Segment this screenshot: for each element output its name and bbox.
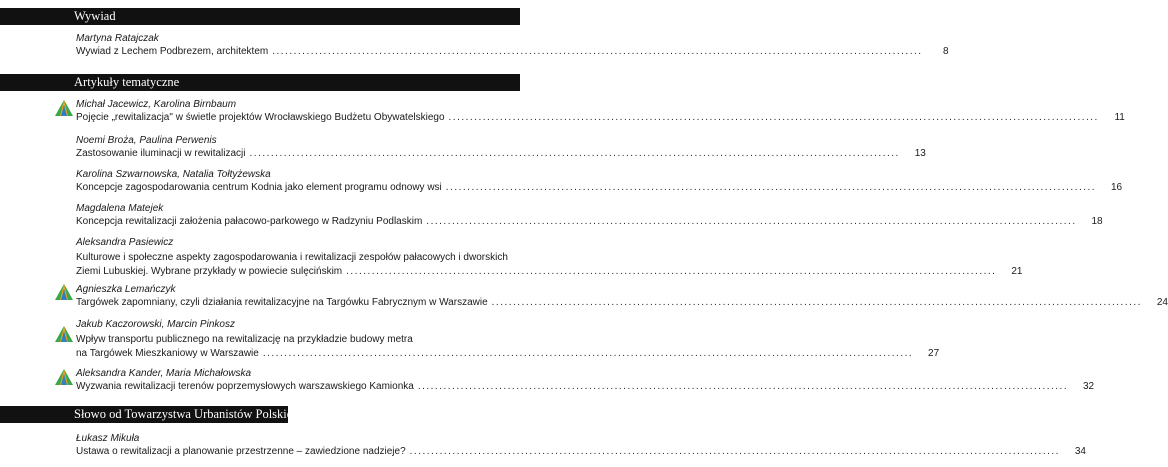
toc-entry[interactable] — [76, 98, 1125, 124]
entry-author: Aleksandra Kander, Maria Michałowska — [76, 368, 252, 379]
section-header-slowo — [0, 406, 299, 423]
entry-title: Ziemi Lubuskiej. Wybrane przykłady w powiecie sulęcińskim — [76, 266, 343, 277]
toc-entry[interactable] — [76, 202, 1103, 228]
entry-page: 13 — [914, 148, 926, 159]
dot-leader: ........................................................................................................................................................ — [272, 46, 923, 57]
entry-page: 27 — [928, 348, 940, 359]
entry-page: 16 — [1110, 182, 1123, 193]
entry-author: Karolina Szwarnowska, Natalia Tołtyżewska — [76, 169, 271, 180]
toc-entry[interactable] — [76, 168, 1123, 194]
entry-author: Martyna Ratajczak — [76, 33, 159, 44]
logo-icon — [55, 284, 73, 305]
entry-title: Targówek zapomniany, czyli działania rewitalizacyjne na Targówku Fabrycznym w Warszawie — [76, 297, 488, 308]
dot-leader: ........................................................................................................................................................ — [346, 266, 997, 277]
section-header-label: Wywiad — [74, 9, 116, 23]
section-header-wywiad — [0, 8, 520, 25]
section-header-label: Artykuły tematyczne — [74, 75, 180, 89]
toc-entry[interactable] — [76, 32, 949, 58]
entry-title: Koncepcja rewitalizacji założenia pałacowo-parkowego w Radzyniu Podlaskim — [76, 216, 423, 227]
logo-icon — [55, 100, 73, 121]
entry-title-line1: Wpływ transportu publicznego na rewitalizację na przykładzie budowy metra — [76, 334, 413, 345]
entry-author: Michał Jacewicz, Karolina Birnbaum — [76, 99, 237, 110]
entry-page: 32 — [1083, 381, 1095, 392]
entry-title: Wywiad z Lechem Podbrezem, architektem — [76, 46, 269, 57]
entry-title: Ustawa o rewitalizacji a planowanie przestrzenne – zawiedzione nadzieje? — [76, 446, 406, 457]
toc-entry[interactable] — [76, 432, 1086, 458]
dot-leader: ........................................................................................................................................................ — [448, 112, 1099, 123]
entry-page: 18 — [1091, 216, 1103, 227]
entry-author: Jakub Kaczorowski, Marcin Pinkosz — [76, 319, 235, 330]
entry-title: na Targówek Mieszkaniowy w Warszawie — [76, 348, 259, 359]
section-header-label: Słowo od Towarzystwa Urbanistów Polskich — [74, 407, 299, 421]
logo-icon — [55, 326, 73, 347]
entry-title: Wyzwania rewitalizacji terenów poprzemysłowych warszawskiego Kamionka — [76, 381, 414, 392]
toc-entry[interactable] — [76, 318, 940, 360]
logo-icon — [55, 369, 73, 390]
entry-author: Aleksandra Pasiewicz — [76, 237, 174, 248]
entry-page: 24 — [1156, 297, 1168, 308]
dot-leader: ........................................................................................................................................................ — [262, 348, 914, 359]
dot-leader: ........................................................................................................................................................ — [491, 297, 1142, 308]
entry-title: Pojęcie „rewitalizacja" w świetle projektów Wrocławskiego Budżetu Obywatelskiego — [76, 112, 445, 123]
toc-entry[interactable] — [76, 134, 926, 160]
section-header-artykuly — [0, 74, 520, 91]
dot-leader: ........................................................................................................................................................ — [417, 381, 1069, 392]
entry-title: Zastosowanie iluminacji w rewitalizacji — [76, 148, 246, 159]
dot-leader: ........................................................................................................................................................ — [445, 182, 1097, 193]
entry-author: Łukasz Mikuła — [76, 433, 140, 444]
entry-page: 34 — [1074, 446, 1086, 457]
dot-leader: ........................................................................................................................................................ — [409, 446, 1060, 457]
entry-author: Agnieszka Lemańczyk — [76, 284, 176, 295]
entry-title-line1: Kulturowe i społeczne aspekty zagospodarowania i rewitalizacji zespołów pałacowych i dworskich — [76, 252, 508, 263]
entry-page: 8 — [942, 46, 949, 57]
dot-leader: ........................................................................................................................................................ — [426, 216, 1077, 227]
entry-title: Koncepcje zagospodarowania centrum Kodnia jako element programu odnowy wsi — [76, 182, 442, 193]
entry-author: Magdalena Matejek — [76, 203, 164, 214]
entry-page: 21 — [1011, 266, 1023, 277]
toc-entry[interactable] — [76, 283, 1168, 309]
dot-leader: ........................................................................................................................................................ — [249, 148, 900, 159]
toc-entry[interactable] — [76, 236, 1023, 278]
entry-page: 11 — [1114, 112, 1125, 123]
entry-author: Noemi Broża, Paulina Perwenis — [76, 135, 217, 146]
toc-entry[interactable] — [76, 367, 1095, 393]
